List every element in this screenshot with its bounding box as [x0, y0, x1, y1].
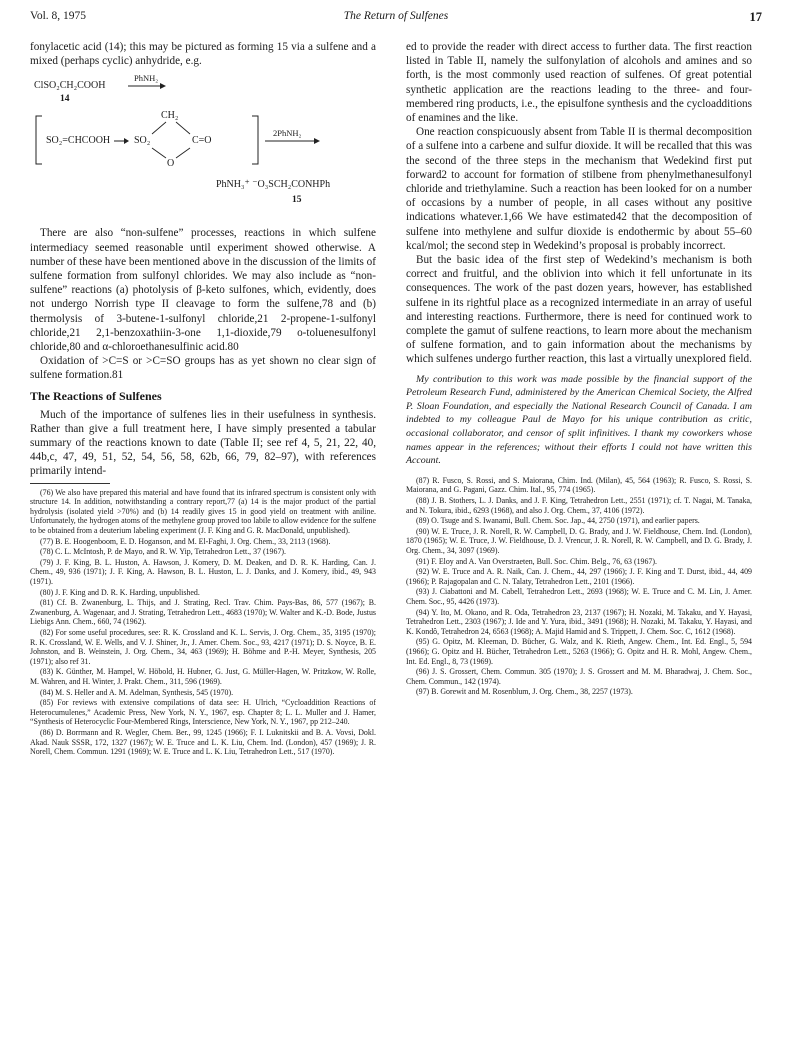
footnote-rule: [30, 483, 110, 484]
journal-title: The Return of Sulfenes: [343, 10, 449, 22]
footnote: (82) For some useful procedures, see: R. K. Crossland and K. L. Servis, J. Org. Chem., 35, 3195 (1970); R. K. Crossland, W. E. Wells, and V. J. Shiner, Jr., J. Amer. Chem. Soc., 93, 4217 (1971); D. S. Noyce, B. E. Johnston, and B. Weinstein, J. Org. Chem., 34, 463 (1969); H. Böhme and P.-H. Meyer, Synthesis, 205 (1971); also ref 31.: [30, 627, 376, 666]
footnote: (91) F. Eloy and A. Van Overstraeten, Bull. Soc. Chim. Belg., 76, 63 (1967).: [416, 556, 657, 566]
paragraph-oxidation: Oxidation of >C=S or >C=SO groups has as yet shown no clear sign of sulfene formation.81: [30, 355, 376, 382]
footnote: (95) G. Opitz, M. Kleeman, D. Bücher, G. Walz, and K. Rieth, Angew. Chem., Int. Ed. Engl., 5, 594 (1966); G. Opitz and H. Bücher, Tetrahedron Lett., 5263 (1966); G. Opitz and H. R. Mohl, Angew. Chem., Int. Ed. Engl., 8, 73 (1969).: [406, 637, 752, 666]
footnote: (78) C. L. McIntosh, P. de Mayo, and R. W. Yip, Tetrahedron Lett., 37 (1967).: [40, 547, 286, 557]
arrow-head-1: [160, 83, 166, 89]
acknowledgment: My contribution to this work was made possible by the financial support of the Petroleum Research Fund, administered by the American Chemical Society, the Alfred P. Sloan Foundation, and especially the National Research Council of Canada. I am indebted to my colleague Paul de Mayo for his unique contribution as critic, occasional collaborator, and censor of split infinitives. I thank my coworkers whose names appear in the references; without their efforts I could not have written this Account.: [406, 373, 752, 467]
intermediate-sulfene: SO₂=CHCOOH: [46, 135, 111, 147]
arrow-head-2: [124, 138, 129, 144]
footnote: (83) K. Günther, M. Hampel, W. Höbold, H. Hubner, G. Just, G. Müller-Hagen, W. Pritzkow, W. Rolle, M. Wahren, and H. Winter, J. Prakt. Chem., 311, 596 (1969).: [30, 667, 376, 686]
footnote: (79) J. F. King, B. L. Huston, A. Hawson, J. Komery, D. M. Deaken, and D. R. K. Harding, Can. J. Chem., 49, 936 (1971); J. F. King, A. Hawson, B. L. Huston, L. J. Danks, and J. Komery, ibid., 49, 943 (1971).: [30, 557, 376, 586]
right-column: [406, 40, 752, 698]
product-salt: PhNH₃⁺ ⁻O₃SCH₂CONHPh: [216, 179, 331, 191]
ring-oxygen: O: [167, 158, 175, 170]
paragraph-basic-idea: But the basic idea of the first step of Wedekind’s mechanism is both correct and fruitful, and the oblivion into which it fell unfortunate in its consequences. The work of the past dozen years, however, has established sulfene in its rightful place as a recognized intermediate in an array of useful and interesting reactions. Furthermore, there is need for continued work to complete the gamut of sulfene reactions, to learn more about the mechanism of sulfene formation, and to gain information about the mechanisms by which sulfenes undergo further reaction, this last a virtually unexplored field.: [406, 254, 752, 366]
paragraph-nonsulfene: There are also “non-sulfene” processes, reactions in which sulfene intermediacy seemed reasonable until experiment showed otherwise. A number of these have been mentioned above in the discussion of the limits of sulfene formation from sulfonyl chlorides. We may also include as “non-sulfene” reactions (a) photolysis of β-keto sulfones, which, evidently, does not undergo Norrish type II cleavage to form the sulfene,78 and (b) thermolysis of 3-butene-1-sulfonyl chloride,21 2-propene-1-sulfonyl chloride,21 2,1-benzoxathiin-3-one 1,1-dioxide,79 o-toluenesulfonyl chloride,80 and α-chloroethanesulfinic acid.80: [30, 227, 376, 354]
bracket-right: [252, 116, 258, 164]
section-heading: The Reactions of Sulfenes: [30, 388, 162, 403]
footnote: (77) B. E. Hoogenboom, E. D. Hoganson, and M. El-Faghi, J. Org. Chem., 33, 2113 (1968).: [40, 536, 331, 546]
paragraph-continued: ed to provide the reader with direct access to further data. The first reaction listed in Table II, namely the sulfonylation of alcohols and amines and so forth, is the most commonly used reaction of sulfenes. Of great potential synthetic application are the reactions leading to the three- and four-membered ring products, i.e., the episulfone synthesis and the cycloadditions of enamines and the like.: [406, 41, 752, 125]
footnote: (81) Cf. B. Zwanenburg, L. Thijs, and J. Strating, Recl. Trav. Chim. Pays-Bas, 86, 577 (1967); B. Zwanenburg, A. Wagenaar, and J. Strating, Tetrahedron Lett., 4683 (1970); W. Walter and K.-D. Bode, Justus Liebigs Ann. Chem., 660, 74 (1962).: [30, 598, 376, 627]
bracket-left: [36, 116, 42, 164]
ring-so2: SO₂: [134, 135, 151, 147]
footnote: (97) B. Gorewit and M. Rosenblum, J. Org. Chem., 38, 2257 (1973).: [416, 687, 633, 697]
volume-label: Vol. 8, 1975: [30, 10, 87, 22]
footnote: (84) M. S. Heller and A. M. Adelman, Synthesis, 545 (1970).: [40, 687, 234, 697]
bond-o-co: [176, 148, 190, 158]
compound-label-14: 14: [60, 94, 70, 105]
reaction-scheme: [30, 72, 376, 220]
footnote: (76) We also have prepared this material and have found that its infrared spectrum is consistent only with structure 14. In addition, notwithstanding a contrary report,77 (a) 14 is the major product of the partial hydrolysis (isolated yield >70%) and (b) 14 readily gives 15 in good yield on treatment with aniline. Unfortunately, the hydrogen atoms of the methylene group proved too labile to allow evidence for the sulfene to be obtained from a deuterium labeling experiment (J. F. King and G. R. MacDonald, unpublished).: [30, 487, 376, 536]
footnotes-left: [30, 488, 376, 757]
footnote: (89) O. Tsuge and S. Iwanami, Bull. Chem. Soc. Jap., 44, 2750 (1971), and earlier papers.: [416, 516, 700, 526]
paragraph-reactions: Much of the importance of sulfenes lies in their usefulness in synthesis. Rather than give a full treatment here, I have simply presented a tabular summary of the reactions known to date (Table II; see ref 4, 5, 21, 22, 40, 44b,c, 47, 49, 51, 52, 54, 56, 58, 62b, 66, 79, 82–97), with references primarily intend-: [30, 408, 376, 478]
left-column: [30, 40, 376, 758]
footnote: (88) J. B. Stothers, L. J. Danks, and J. F. King, Tetrahedron Lett., 2551 (1971); cf. T. Nagai, M. Tanaka, and N. Tokura, ibid., 6293 (1968), and also J. Org. Chem., 37, 4106 (1972).: [406, 496, 752, 515]
reagent-aniline: PhNH₂: [134, 73, 159, 84]
arrow-head-3: [314, 138, 320, 144]
footnote: (85) For reviews with extensive compilations of data see: H. Ulrich, “Cycloaddition Reactions of Heterocumulenes,” Academic Press, New York, N. Y., 1967, esp. Chapter 8; L. L. Muller and J. Hamer, “Synthesis of Heterocyclic Four-Membered Rings, Interscience, New York, N. Y., 1967, pp 212–240.: [30, 698, 376, 727]
bond-ch2-co: [176, 122, 190, 134]
bond-so2-ch2: [152, 122, 166, 134]
footnote: (93) J. Ciabattoni and M. Cabell, Tetrahedron Lett., 2693 (1968); W. E. Truce and C. M. Lin, J. Amer. Chem. Soc., 95, 4426 (1973).: [406, 587, 752, 606]
footnote: (94) Y. Ito, M. Okano, and R. Oda, Tetrahedron 23, 2137 (1967); H. Nozaki, M. Takaku, and Y. Hayasi, Tetrahedron Lett., 2303 (1967); J. Ide and Y. Yura, ibid., 3491 (1968); H. Nozaki, M. Takaku, Y. Hayasi, and K. Kondô, Tetrahedron 24, 6563 (1968); A. Majid Hamid and S. Trippett, J. Chem. Soc. C, 1612 (1968).: [406, 607, 752, 636]
ring-ch2: CH₂: [161, 110, 179, 122]
footnotes-right: [406, 476, 752, 697]
page-number: 17: [749, 10, 762, 24]
paragraph-absent-reaction: One reaction conspicuously absent from Table II is thermal decomposition of a sulfene into a carbene and sulfur dioxide. It will be recalled that this was the second of the three steps in the mechanism that Wedekind first put forward2 to account for formation of stilbene from phenylmethanesulfonyl chloride and triethylamine. Such a reaction has been looked for on a number of occasions by a number of people, in all cases without any positive indications whatever.1,66 We have estimated42 that the decomposition of sulfene into methylene and sulfur dioxide is endothermic by about 55–60 kcal/mol; the second step in Wedekind’s proposal is probably incorrect.: [406, 126, 752, 252]
ring-carbonyl: C=O: [192, 135, 212, 147]
reactant-chloride: ClSO₂CH₂COOH: [34, 80, 106, 92]
footnote: (92) W. E. Truce and A. R. Naik, Can. J. Chem., 44, 297 (1966); J. F. King and T. Durst, ibid., 44, 409 (1966); P. Rajagopalan and C. N. Talaty, Tetrahedron Lett., 2101 (1966).: [406, 567, 752, 586]
bond-so2-o: [152, 148, 166, 158]
footnote: (86) D. Borrmann and R. Wegler, Chem. Ber., 99, 1245 (1966); F. I. Luknitskii and B. A. Vovsi, Dokl. Akad. Nauk SSSR, 172, 1327 (1967); W. E. Truce and L. K. Liu, Chem. Ind. (London), 457 (1969); J. R. Norell, Chem. Commun. 1291 (1969); W. E. Truce and L. K. Liu, Tetrahedron Lett., 517 (1970).: [30, 727, 376, 757]
footnote: (90) W. E. Truce, J. R. Norell, R. W. Campbell, D. G. Brady, and J. W. Fieldhouse, Chem. Ind. (London), 1870 (1965); W. E. Truce, J. W. Fieldhouse, D. J. Vrencur, J. R. Norell, R. W. Campbell, and D. G. Brady, J. Org. Chem., 34, 3097 (1969).: [406, 526, 752, 555]
footnote: (80) J. F. King and D. R. K. Harding, unpublished.: [40, 587, 200, 597]
paragraph-intro: fonylacetic acid (14); this may be pictured as forming 15 via a sulfene and a mixed (perhaps cyclic) anhydride, e.g.: [30, 41, 376, 68]
running-header: [30, 10, 762, 28]
scheme-drawing: [30, 72, 376, 220]
footnote: (87) R. Fusco, S. Rossi, and S. Maiorana, Chim. Ind. (Milan), 45, 564 (1963); R. Fusco, S. Rossi, S. Maiorana, and G. Pagani, Gazz. Chim. Ital., 95, 774 (1965).: [406, 475, 752, 495]
reagent-two-aniline: 2PhNH₂: [273, 128, 302, 139]
compound-label-15: 15: [292, 195, 302, 206]
footnote: (96) J. S. Grossert, Chem. Commun. 305 (1970); J. S. Grossert and M. M. Bharadwaj, J. Chem. Soc., Chem. Commun., 142 (1974).: [406, 667, 752, 686]
